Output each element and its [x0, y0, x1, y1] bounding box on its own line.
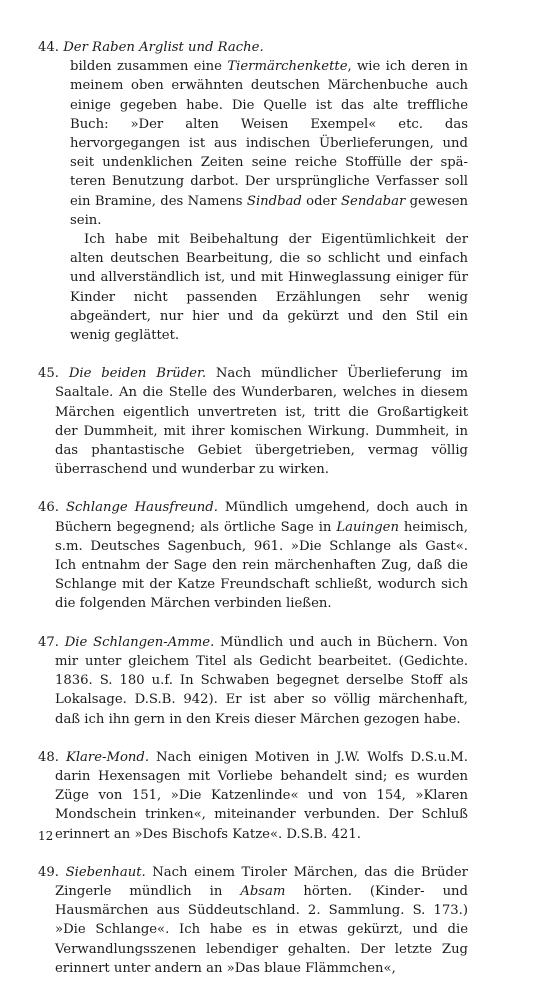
note-entry-48 — [38, 748, 468, 844]
entry-number: 49. — [38, 864, 59, 880]
entry-title: Die Schlangen-Amme. — [64, 634, 215, 650]
note-entry-49 — [38, 863, 468, 978]
note-entry-44 — [38, 38, 468, 345]
entry-number: 46. — [38, 500, 59, 516]
entry-title: Die beiden Brüder. — [68, 366, 207, 382]
italic-term: Sindbad — [246, 193, 302, 209]
entry-text: Mündlich umgehend, doch auch in Büchern begegnend; als örtliche Sage in Lauingen heimisch, s.m. Deutsches Sagenbuch, 961. »Die Schlange als Gast«. Ich entnahm der Sage den rein märchenhaften Zug, daß die Schlange mit der Katze Freundschaft schließt, wodurch sich die folgenden Märchen verbinden ließen. — [55, 500, 468, 612]
entry-number: 47. — [38, 634, 59, 650]
entry-title: Klare-Mond. — [65, 749, 150, 765]
italic-term: Lauingen — [336, 519, 399, 535]
entry-text: Nach einigen Motiven in J.W. Wolfs D.S.u.M. darin Hexensagen mit Vorliebe behandelt sind; es wurden Züge von 151, »Die Katzenlinde« und von 154, »Klaren Mondschein trinken«, miteinander verbunden. Der Schluß erinnert an »Des Bischofs Katze«. D.S.B. 421. — [55, 749, 468, 842]
entry-number: 48. — [38, 749, 59, 765]
entry-text: Nach mündlicher Überlieferung im Saaltale. An die Stelle des Wunderbaren, welches in diesem Märchen eigentlich unvertreten ist, tritt die Großartigkeit der Dummheit, mit ihrer komischen Wirkung. Dummheit, in das phantastische Gebiet übergetrieben, vermag völlig überraschend und wunderbar zu wirken. — [55, 366, 468, 478]
note-entry-46 — [38, 498, 468, 613]
entry-text: Mündlich und auch in Büchern. Von mir unter gleichem Titel als Gedicht bearbeitet. (Gedichte. 1836. S. 180 u.f. In Schwaben begegnet derselbe Stoff als Lokalsage. D.S.B. 942). Er ist aber so völlig märchenhaft, daß ich ihn gern in den Kreis dieser Märchen gezogen habe. — [55, 634, 468, 727]
italic-term: Tiermärchenkette — [227, 59, 348, 75]
note-entry-47 — [38, 633, 468, 729]
entry-number: 44. — [38, 40, 59, 55]
note-entry-45 — [38, 364, 468, 479]
italic-term: Sendabar — [341, 193, 406, 209]
page-number: 12 — [38, 829, 54, 843]
entry-title: Siebenhaut. — [65, 864, 146, 880]
entry-body — [38, 57, 468, 345]
page-content — [38, 38, 468, 997]
entry-title: Schlange Hausfreund. — [65, 500, 218, 516]
italic-term: Absam — [240, 883, 286, 899]
entry-paragraph: bilden zusammen eine Tiermärchenkette, wie ich deren in meinem oben erwähnten deutschen Märchenbuche auch einige gegeben habe. Die Quelle ist das alte treffliche Buch: »Der alten Weisen Exempel« etc. das hervorgegangen ist aus indischen Überlieferungen, und seit undenklichen Zeiten seine reiche Stoffülle der späteren Benutzung darbot. Der ursprüngliche Verfasser soll ein Bramine, des Namens Sindbad oder Sendabar gewesen sein. — [70, 59, 468, 228]
entry-number: 45. — [38, 366, 59, 382]
entry-text: Nach einem Tiroler Märchen, das die Brüder Zingerle mündlich in Absam hörten. (Kinder- und Hausmärchen aus Süddeutschland. 2. Sammlung. S. 173.) »Die Schlange«. Ich habe es in etwas gekürzt, und die Verwandlungsszenen lebendiger gehalten. Der letzte Zug erinnert unter andern an »Das blaue Flämmchen«, — [55, 864, 468, 976]
entry-paragraph: Ich habe mit Beibehaltung der Eigentümlichkeit der alten deutschen Bearbeitung, die so schlicht und einfach und allverständlich ist, und mit Hinweglassung einiger für Kinder nicht passenden Erzählungen sehr wenig abgeändert, nur hier und da gekürzt und den Stil ein wenig geglättet. — [70, 232, 468, 344]
entry-title: Der Raben Arglist und Rache. — [63, 40, 264, 55]
